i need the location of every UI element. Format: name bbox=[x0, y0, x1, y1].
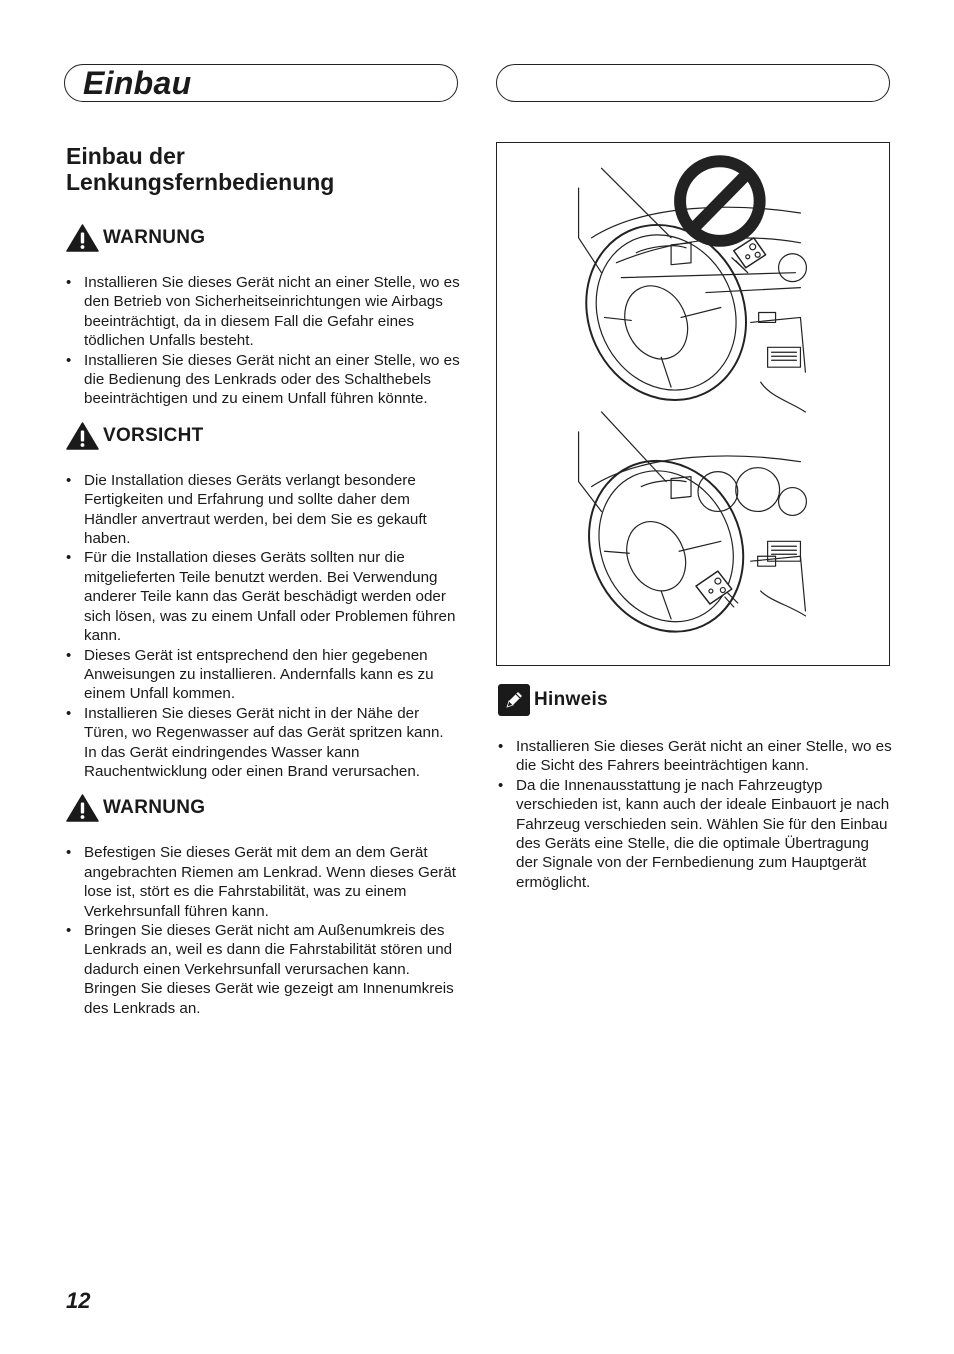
warning-triangle-icon bbox=[66, 224, 99, 252]
warning-triangle-icon bbox=[66, 794, 99, 822]
steering-wheel-illustration bbox=[497, 143, 889, 665]
list-item: • Installieren Sie dieses Gerät nicht an einer Stelle, wo es die Sicht des Fahrers beeinträchtigen kann. bbox=[498, 737, 892, 776]
warning-block-1 bbox=[66, 223, 460, 409]
installation-illustration bbox=[496, 142, 890, 666]
warning-list-1 bbox=[66, 273, 460, 409]
list-item: • Da die Innenausstattung je nach Fahrzeugtyp verschieden ist, kann auch der ideale Einbauort je nach Fahrzeug verschieden sein. Wählen Sie für den Einbau des Geräts eine Stelle, die die optimale Übertragung der Signale von der Fernbedienung zum Hauptgerät ermöglicht. bbox=[498, 776, 892, 892]
page-number: 12 bbox=[66, 1288, 91, 1313]
caution-block bbox=[66, 421, 460, 782]
section-title: Einbau der Lenkungsfernbedienung bbox=[66, 143, 335, 195]
chapter-title: Einbau bbox=[83, 65, 192, 101]
caution-list bbox=[66, 471, 460, 782]
right-column bbox=[498, 685, 892, 892]
warning-heading bbox=[66, 223, 460, 253]
list-item: • Für die Installation dieses Geräts sollten nur die mitgelieferten Teile benutzt werden. Bei Verwendung anderer Teile kann das Gerät beschädigt werden oder sich lösen, was zu einem Unfall oder Problemen führen kann. bbox=[66, 548, 460, 645]
warning-triangle-icon bbox=[66, 422, 99, 450]
warning-label: WARNUNG bbox=[103, 227, 206, 248]
note-label: Hinweis bbox=[534, 689, 608, 710]
list-item: • Befestigen Sie dieses Gerät mit dem an dem Gerät angebrachten Riemen am Lenkrad. Wenn dieses Gerät lose ist, stört es die Fahrstabilität, was zu einem Verkehrsunfall führen kann. bbox=[66, 843, 460, 921]
pencil-note-icon bbox=[498, 684, 530, 716]
chapter-header-tab bbox=[64, 64, 458, 102]
dashboard-bottom bbox=[579, 412, 807, 616]
note-list bbox=[498, 737, 892, 892]
warning-list-2 bbox=[66, 843, 460, 1018]
warning-label: WARNUNG bbox=[103, 797, 206, 819]
warning-block-2 bbox=[66, 793, 460, 1018]
list-item: • Installieren Sie dieses Gerät nicht an einer Stelle, wo es den Betrieb von Sicherheitseinrichtungen wie Airbags beeinträchtigt, da in diesem Fall die Gefahr eines tödlichen Unfalls besteht. bbox=[66, 273, 460, 351]
dashboard-top bbox=[579, 168, 807, 412]
list-item: • Installieren Sie dieses Gerät nicht an einer Stelle, wo es die Bedienung des Lenkrads oder des Schalthebels beeinträchtigen und zu einem Unfall führen könnte. bbox=[66, 351, 460, 409]
prohibited-icon bbox=[680, 161, 760, 241]
left-column bbox=[66, 143, 460, 1030]
list-item: • Dieses Gerät ist entsprechend den hier gegebenen Anweisungen zu installieren. Andernfalls kann es zu einem Unfall kommen. bbox=[66, 646, 460, 704]
right-header-tab bbox=[496, 64, 890, 102]
list-item: • Installieren Sie dieses Gerät nicht in der Nähe der Türen, wo Regenwasser auf das Gerät spritzen kann. In das Gerät eindringendes Wasser kann Rauchentwicklung oder einen Brand verursachen. bbox=[66, 704, 460, 782]
steering-wheel-bottom bbox=[562, 435, 771, 657]
warning-heading bbox=[66, 793, 460, 823]
list-item: • Die Installation dieses Geräts verlangt besondere Fertigkeiten und Erfahrung und sollte daher dem Händler anvertraut werden, bei dem Sie es gekauft haben. bbox=[66, 471, 460, 549]
caution-heading bbox=[66, 421, 460, 451]
list-item: • Bringen Sie dieses Gerät nicht am Außenumkreis des Lenkrads an, weil es dann die Fahrstabilität stören und dadurch einen Verkehrsunfall verursachen kann. Bringen Sie dieses Gerät wie gezeigt am Innenumkreis des Lenkrads an. bbox=[66, 921, 460, 1018]
caution-label: VORSICHT bbox=[103, 424, 204, 446]
note-heading bbox=[498, 685, 892, 715]
